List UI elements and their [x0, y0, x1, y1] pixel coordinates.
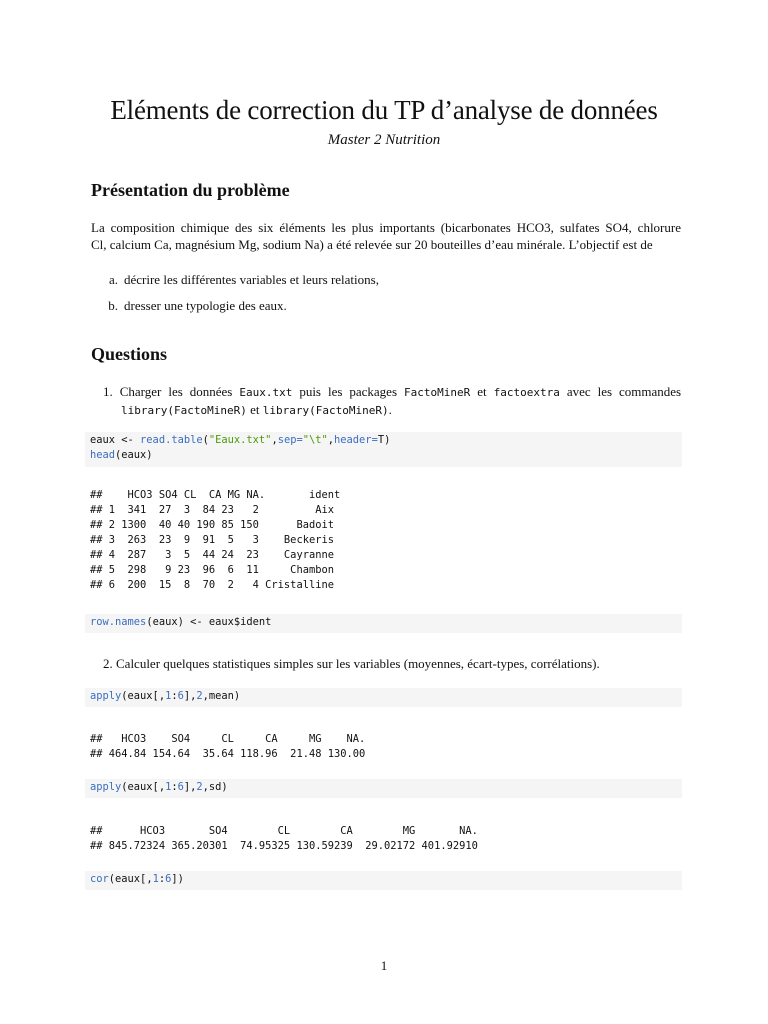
code-block-apply-sd: [85, 779, 682, 798]
list-item-text: dresser une typologie des eaux.: [124, 298, 287, 313]
problem-paragraph: [91, 219, 681, 253]
output-block-head: [85, 488, 682, 593]
list-item: [101, 271, 379, 288]
code-line: apply(eaux[,1:6],2,sd): [90, 781, 228, 793]
code-line: head(eaux): [90, 449, 153, 461]
code-line: eaux <- read.table("Eaux.txt",sep="\t",header=T): [90, 434, 391, 446]
code-block-read-data: [85, 432, 682, 467]
code-line: row.names(eaux) <- eaux$ident: [90, 616, 272, 628]
code-line: cor(eaux[,1:6]): [90, 873, 184, 885]
section-heading-questions: Questions: [91, 344, 168, 364]
list-item-label: b.: [108, 298, 118, 313]
output-line: ## 6 200 15 8 70 2 4 Cristalline: [90, 579, 334, 591]
question-text: .: [388, 402, 392, 417]
code-block-row-names: [85, 614, 682, 633]
question-number: 2.: [103, 656, 113, 671]
question-text: et: [477, 384, 487, 399]
question-2: [103, 655, 681, 672]
output-line: ## HCO3 SO4 CL CA MG NA.: [90, 825, 478, 837]
inline-code: library(FactoMineR): [121, 404, 247, 417]
document-title: Eléments de correction du TP d’analyse de données: [110, 95, 658, 125]
output-line: ## 464.84 154.64 35.64 118.96 21.48 130.00: [90, 748, 366, 760]
output-line: ## 5 298 9 23 96 6 11 Chambon: [90, 564, 334, 576]
code-block-cor: [85, 871, 682, 890]
output-line: ## 1 341 27 3 84 23 2 Aix: [90, 504, 334, 516]
output-block-mean: [85, 732, 682, 762]
inline-code: Eaux.txt: [239, 386, 293, 399]
document-subtitle: Master 2 Nutrition: [327, 132, 441, 148]
output-line: ## HCO3 SO4 CL CA MG NA.: [90, 733, 366, 745]
code-line: apply(eaux[,1:6],2,mean): [90, 690, 241, 702]
output-line: ## HCO3 SO4 CL CA MG NA. ident: [90, 489, 341, 501]
question-text: Calculer quelques statistiques simples sur les variables (moyennes, écart-types, corrélations).: [116, 656, 600, 671]
question-1: [103, 383, 681, 419]
question-text: avec les commandes: [566, 384, 682, 399]
question-1-line: [103, 383, 681, 401]
question-text: et: [250, 402, 260, 417]
output-block-sd: [85, 824, 682, 854]
section-heading-presentation: Présentation du problème: [91, 180, 290, 200]
output-line: ## 3 263 23 9 91 5 3 Beckeris: [90, 534, 334, 546]
code-block-apply-mean: [85, 688, 682, 707]
paragraph-line: Cl, calcium Ca, magnésium Mg, sodium Na) a été relevée sur 20 bouteilles d’eau minérale. L’objectif est de: [91, 237, 653, 252]
list-item-label: a.: [108, 272, 118, 287]
inline-code: FactoMineR: [404, 386, 471, 399]
question-1-line: [103, 401, 681, 419]
output-line: ## 2 1300 40 40 190 85 150 Badoit: [90, 519, 334, 531]
question-2-line: [103, 655, 681, 672]
question-text: Charger les données: [119, 384, 233, 399]
inline-code: library(FactoMineR): [262, 404, 389, 417]
page-number: 1: [380, 958, 388, 973]
question-text: puis les packages: [299, 384, 398, 399]
paragraph-line: La composition chimique des six éléments les plus importants (bicarbonates HCO3, sulfates SO4, chlorure: [91, 220, 681, 235]
list-item-text: décrire les différentes variables et leurs relations,: [124, 272, 379, 287]
list-item: [101, 297, 287, 314]
output-line: ## 845.72324 365.20301 74.95325 130.59239 29.02172 401.92910: [90, 840, 478, 852]
question-number: 1.: [103, 384, 113, 399]
inline-code: factoextra: [493, 386, 560, 399]
output-line: ## 4 287 3 5 44 24 23 Cayranne: [90, 549, 334, 561]
